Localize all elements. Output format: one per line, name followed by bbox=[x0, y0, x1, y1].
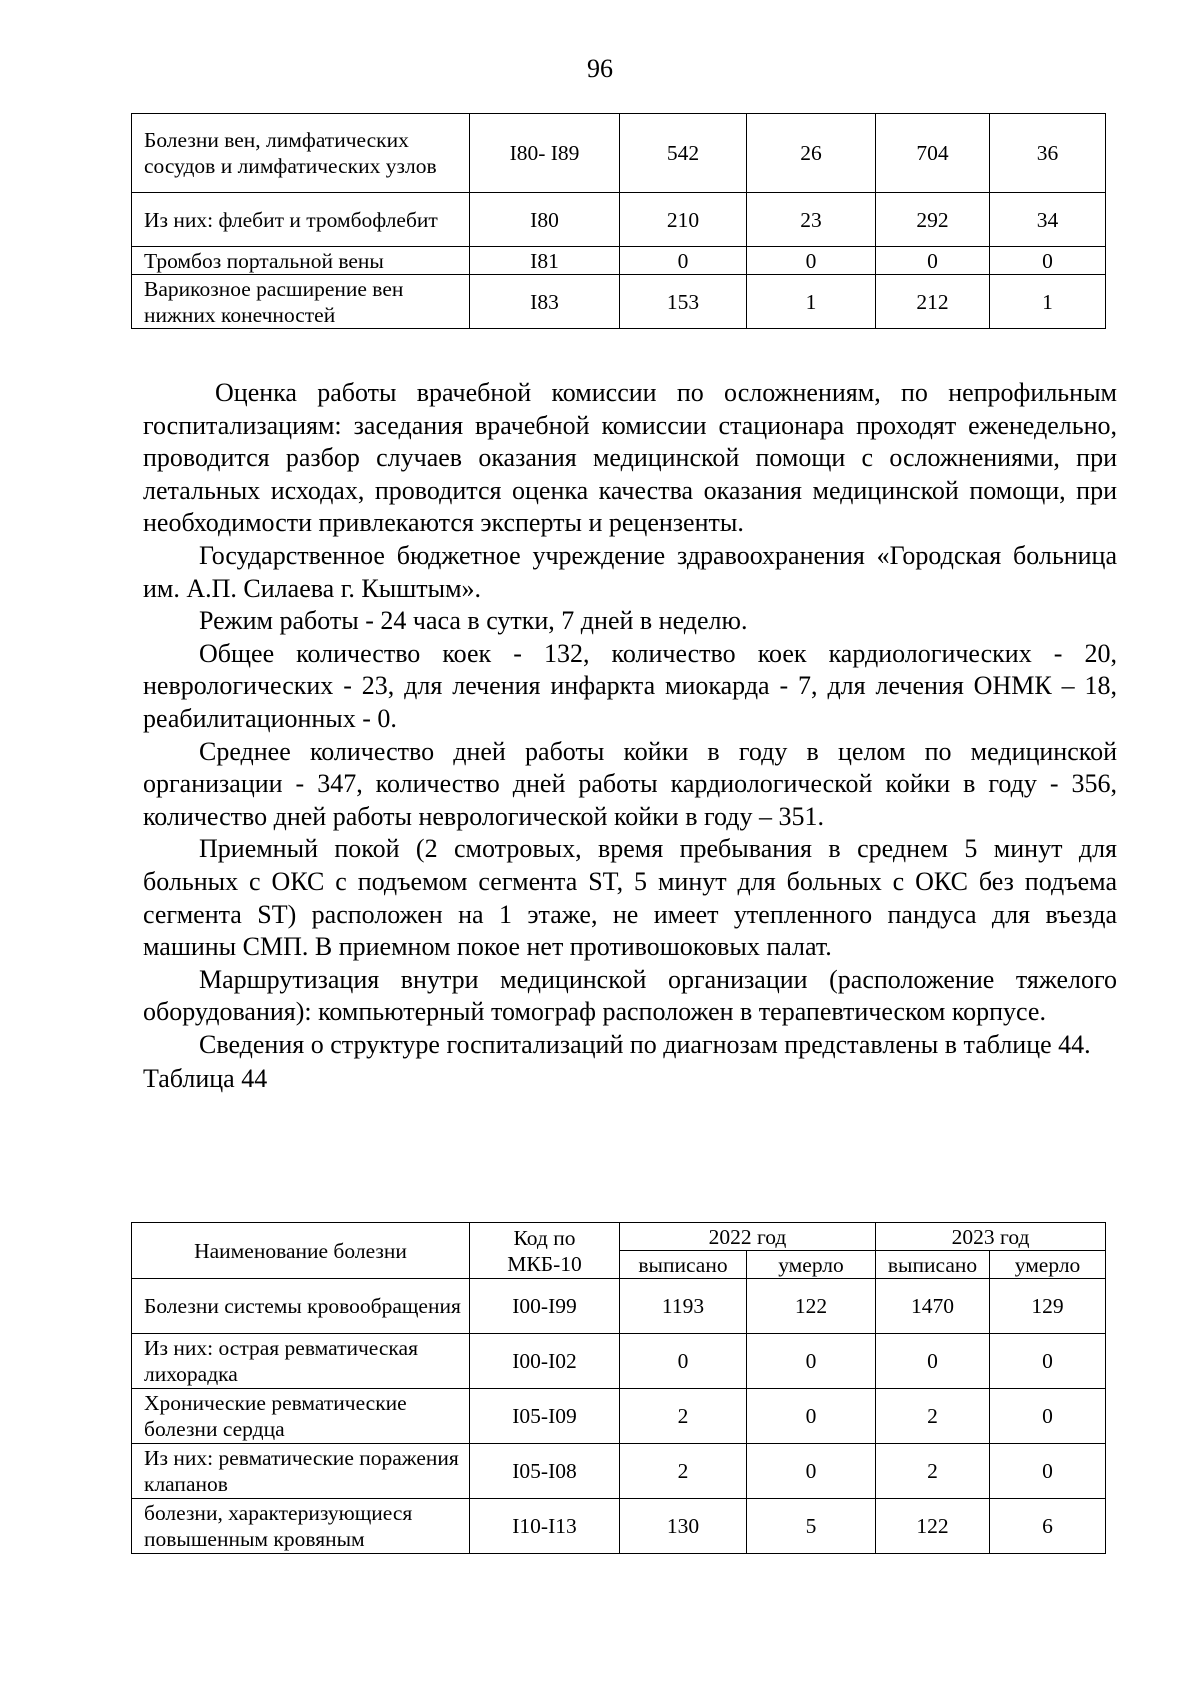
icd-code: I00-I99 bbox=[470, 1279, 620, 1334]
discharged-2023: 704 bbox=[876, 114, 990, 193]
paragraph-reception: Приемный покой (2 смотровых, время пребывания в среднем 5 минут для больных с ОКС с подъемом сегмента ST, 5 минут для больных с ОКС без подъема сегмента ST) расположен на 1 этаже, не имеет утепленного пандуса для въезда машины СМП. В приемном покое нет противошоковых палат. bbox=[143, 834, 1117, 962]
disease-name: Из них: флебит и тромбофлебит bbox=[132, 193, 470, 247]
discharged-2023: 0 bbox=[876, 1334, 990, 1389]
died-2022: 0 bbox=[747, 1334, 876, 1389]
disease-name: Из них: острая ревматическая лихорадка bbox=[132, 1334, 470, 1389]
paragraph-work-mode: Режим работы - 24 часа в сутки, 7 дней в неделю. bbox=[199, 606, 748, 636]
died-2022: 23 bbox=[747, 193, 876, 247]
table-row bbox=[132, 1279, 1106, 1334]
discharged-2022: 1193 bbox=[620, 1279, 747, 1334]
died-2022: 0 bbox=[747, 1389, 876, 1444]
table-caption: Таблица 44 bbox=[143, 1064, 268, 1094]
paragraph-commission: Оценка работы врачебной комиссии по осложнениям, по непрофильным госпитализациям: заседания врачебной комиссии стационара проходят еженедельно, проводится разбор случаев оказания медицинской помощи с осложнениями, при летальных исходах, проводится оценка качества оказания медицинской помощи, при необходимости привлекаются эксперты и рецензенты. bbox=[143, 378, 1117, 538]
discharged-2022: 542 bbox=[620, 114, 747, 193]
table-row bbox=[132, 275, 1106, 329]
icd-code: I10-I13 bbox=[470, 1499, 620, 1554]
icd-code: I05-I08 bbox=[470, 1444, 620, 1499]
discharged-2022: 210 bbox=[620, 193, 747, 247]
died-2023: 0 bbox=[990, 1334, 1106, 1389]
header-died-2022: умерло bbox=[747, 1251, 876, 1279]
diseases-table-continued bbox=[131, 113, 1106, 329]
header-icd-code: Код по МКБ-10 bbox=[470, 1223, 620, 1279]
died-2022: 5 bbox=[747, 1499, 876, 1554]
died-2023: 36 bbox=[990, 114, 1106, 193]
died-2022: 122 bbox=[747, 1279, 876, 1334]
disease-name: Варикозное расширение вен нижних конечностей bbox=[132, 275, 470, 329]
header-disease-name: Наименование болезни bbox=[132, 1223, 470, 1279]
died-2023: 0 bbox=[990, 247, 1106, 275]
disease-name: Тромбоз портальной вены bbox=[132, 247, 470, 275]
discharged-2023: 0 bbox=[876, 247, 990, 275]
disease-name: Из них: ревматические поражения клапанов bbox=[132, 1444, 470, 1499]
died-2023: 129 bbox=[990, 1279, 1106, 1334]
discharged-2023: 2 bbox=[876, 1389, 990, 1444]
paragraph-bed-days: Среднее количество дней работы койки в году в целом по медицинской организации - 347, количество дней работы кардиологической койки в году - 356, количество дней работы неврологической койки в году – 351. bbox=[143, 736, 1117, 831]
died-2023: 34 bbox=[990, 193, 1106, 247]
icd-code: I81 bbox=[470, 247, 620, 275]
disease-name: болезни, характеризующиеся повышенным кровяным bbox=[132, 1499, 470, 1554]
icd-code: I83 bbox=[470, 275, 620, 329]
died-2022: 0 bbox=[747, 1444, 876, 1499]
discharged-2023: 2 bbox=[876, 1444, 990, 1499]
disease-name: Хронические ревматические болезни сердца bbox=[132, 1389, 470, 1444]
discharged-2022: 2 bbox=[620, 1389, 747, 1444]
page-number: 96 bbox=[587, 54, 613, 83]
discharged-2023: 212 bbox=[876, 275, 990, 329]
header-year-2022: 2022 год bbox=[620, 1223, 876, 1251]
table-row bbox=[132, 1334, 1106, 1389]
table-44 bbox=[131, 1222, 1106, 1554]
discharged-2022: 0 bbox=[620, 1334, 747, 1389]
header-discharged-2023: выписано bbox=[876, 1251, 990, 1279]
discharged-2022: 2 bbox=[620, 1444, 747, 1499]
died-2023: 1 bbox=[990, 275, 1106, 329]
discharged-2022: 130 bbox=[620, 1499, 747, 1554]
table-row bbox=[132, 1444, 1106, 1499]
died-2022: 1 bbox=[747, 275, 876, 329]
disease-name: Болезни вен, лимфатических сосудов и лимфатических узлов bbox=[132, 114, 470, 193]
table-row bbox=[132, 247, 1106, 275]
discharged-2022: 0 bbox=[620, 247, 747, 275]
paragraph-routing: Маршрутизация внутри медицинской организации (расположение тяжелого оборудования): компьютерный томограф расположен в терапевтическом корпусе. bbox=[143, 964, 1117, 1027]
icd-code: I05-I09 bbox=[470, 1389, 620, 1444]
table-row bbox=[132, 1389, 1106, 1444]
table-row bbox=[132, 193, 1106, 247]
body-text bbox=[143, 377, 1117, 1096]
icd-code: I80 bbox=[470, 193, 620, 247]
table-row bbox=[132, 1499, 1106, 1554]
header-discharged-2022: выписано bbox=[620, 1251, 747, 1279]
header-died-2023: умерло bbox=[990, 1251, 1106, 1279]
table-row bbox=[132, 114, 1106, 193]
table-header-row bbox=[132, 1223, 1106, 1251]
disease-name: Болезни системы кровообращения bbox=[132, 1279, 470, 1334]
paragraph-table-reference: Сведения о структуре госпитализаций по диагнозам представлены в таблице 44. bbox=[199, 1029, 1091, 1059]
paragraph-beds: Общее количество коек - 132, количество коек кардиологических - 20, неврологических - 23, для лечения инфаркта миокарда - 7, для лечения ОНМК – 18, реабилитационных - 0. bbox=[143, 638, 1117, 733]
header-year-2023: 2023 год bbox=[876, 1223, 1106, 1251]
died-2023: 0 bbox=[990, 1444, 1106, 1499]
discharged-2023: 122 bbox=[876, 1499, 990, 1554]
died-2023: 0 bbox=[990, 1389, 1106, 1444]
died-2023: 6 bbox=[990, 1499, 1106, 1554]
icd-code: I00-I02 bbox=[470, 1334, 620, 1389]
icd-code: I80- I89 bbox=[470, 114, 620, 193]
died-2022: 26 bbox=[747, 114, 876, 193]
discharged-2023: 1470 bbox=[876, 1279, 990, 1334]
discharged-2022: 153 bbox=[620, 275, 747, 329]
died-2022: 0 bbox=[747, 247, 876, 275]
discharged-2023: 292 bbox=[876, 193, 990, 247]
paragraph-institution: Государственное бюджетное учреждение здравоохранения «Городская больница им. А.П. Силаева г. Кыштым». bbox=[143, 540, 1117, 603]
